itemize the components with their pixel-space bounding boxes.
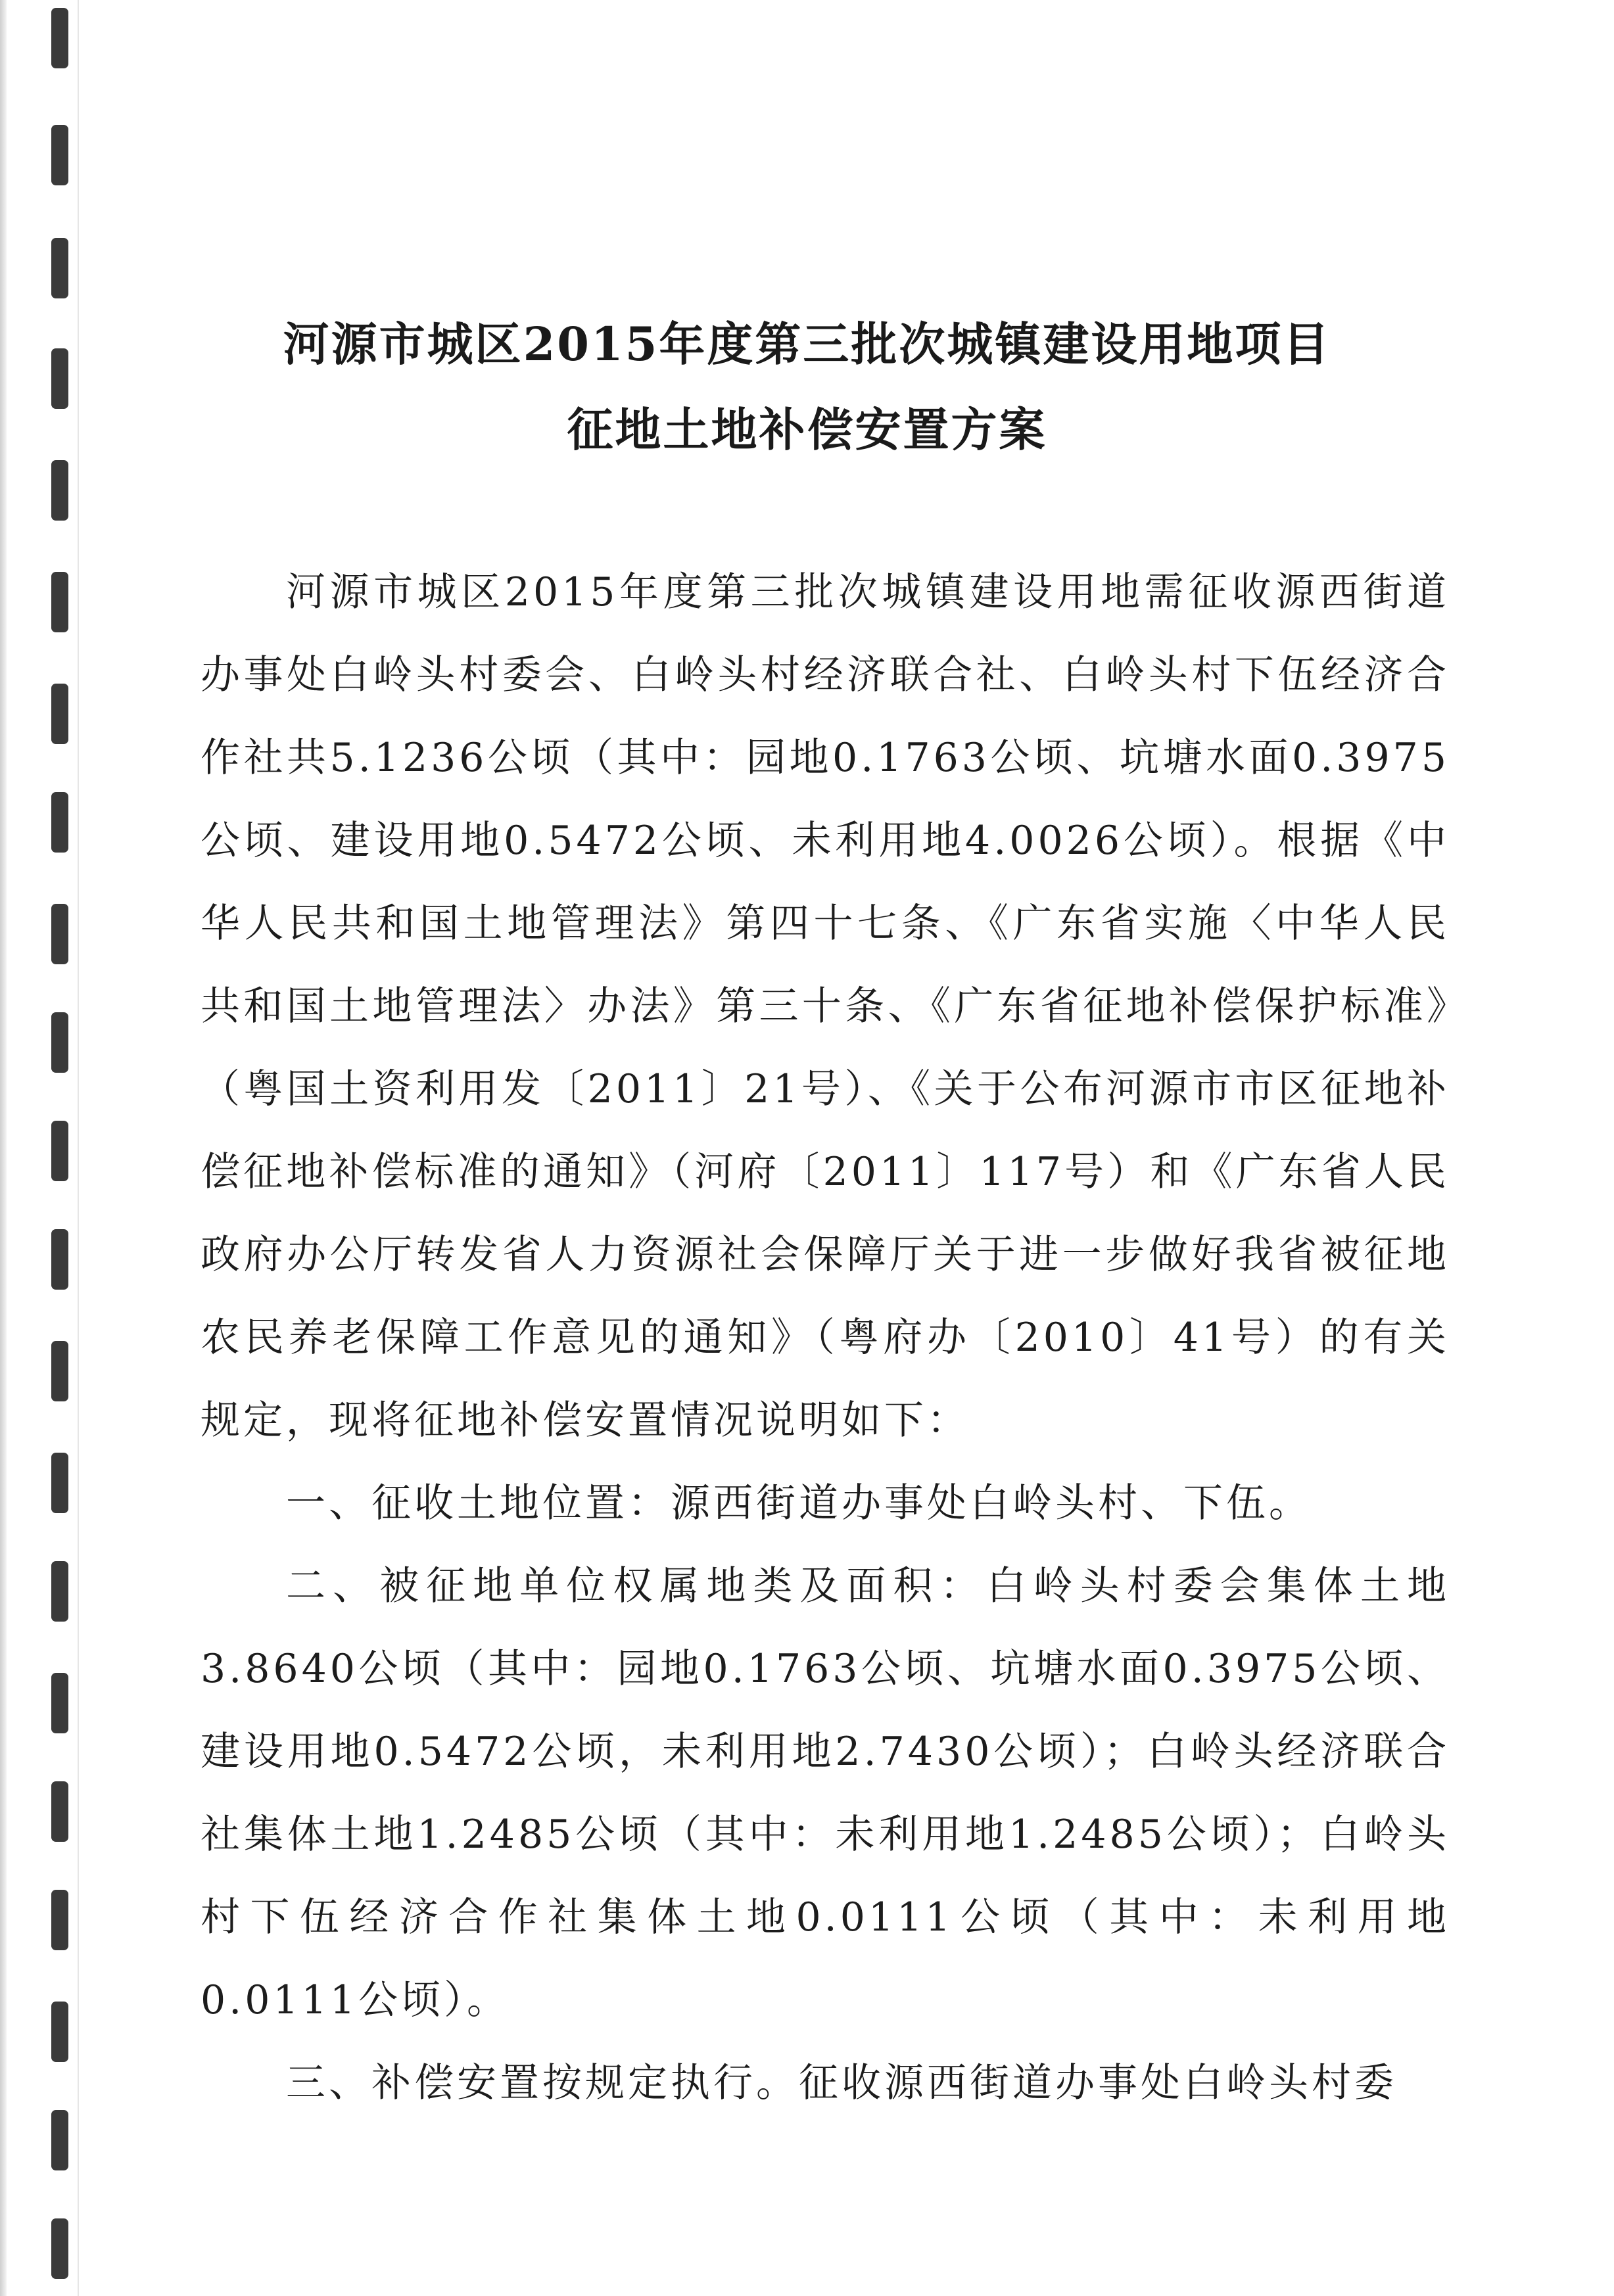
binding-hole: [51, 1781, 68, 1842]
binding-hole: [51, 904, 68, 964]
binding-hole: [51, 1890, 68, 1950]
section-1-paragraph: 一、征收土地位置：源西街道办事处白岭头村、下伍。: [286, 1480, 1312, 1526]
binding-hole: [51, 1341, 68, 1401]
section-3-paragraph: 三、补偿安置按规定执行。征收源西街道办事处白岭头村委: [286, 2060, 1397, 2106]
binding-hole: [51, 684, 68, 744]
intro-paragraph: 河源市城区2015年度第三批次城镇建设用地需征收源西街道办事处白岭头村委会、白岭头村经济联合社、白岭头村下伍经济合作社共5.1236公顷（其中：园地0.1763公顷、坑塘水面0.3975公顷、建设用地0.5472公顷、未利用地4.0026公顷）。根据《中华人民共和国土地管理法》第四十七条、《广东省实施〈中华人民共和国土地管理法〉办法》第三十条、《广东省征地补偿保护标准》（粤国土资利用发〔2011〕21号）、《关于公布河源市市区征地补偿征地补偿标准的通知》（河府〔2011〕117号）和《广东省人民政府办公厅转发省人力资源社会保障厅关于进一步做好我省被征地农民养老保障工作意见的通知》（粤府办〔2010〕41号）的有关规定，现将征地补偿安置情况说明如下：: [201, 569, 1450, 1443]
binding-hole: [51, 460, 68, 521]
binding-hole: [51, 1229, 68, 1290]
document-title-line-1: 河源市城区2015年度第三批次城镇建设用地项目: [283, 317, 1331, 371]
binding-hole: [51, 2110, 68, 2170]
binding-hole: [51, 2218, 68, 2279]
binding-hole: [51, 572, 68, 632]
binding-hole: [51, 1012, 68, 1073]
binding-hole: [51, 1121, 68, 1181]
binding-hole: [51, 2002, 68, 2062]
document-title-line-2: 征地土地补偿安置方案: [567, 402, 1047, 457]
binding-hole: [51, 1561, 68, 1622]
binding-hole: [51, 1453, 68, 1513]
binding-hole: [51, 1673, 68, 1733]
binding-hole: [51, 125, 68, 185]
document-body: [201, 551, 1450, 2124]
binding-hole: [51, 238, 68, 298]
section-2-paragraph: 二、被征地单位权属地类及面积：白岭头村委会集体土地3.8640公顷（其中：园地0.1763公顷、坑塘水面0.3975公顷、建设用地0.5472公顷，未利用地2.7430公顷）；白岭头经济联合社集体土地1.2485公顷（其中：未利用地1.2485公顷）；白岭头村下伍经济合作社集体土地0.0111公顷（其中：未利用地0.0111公顷）。: [201, 1563, 1450, 2023]
binding-hole: [51, 792, 68, 853]
binding-hole: [51, 8, 68, 68]
